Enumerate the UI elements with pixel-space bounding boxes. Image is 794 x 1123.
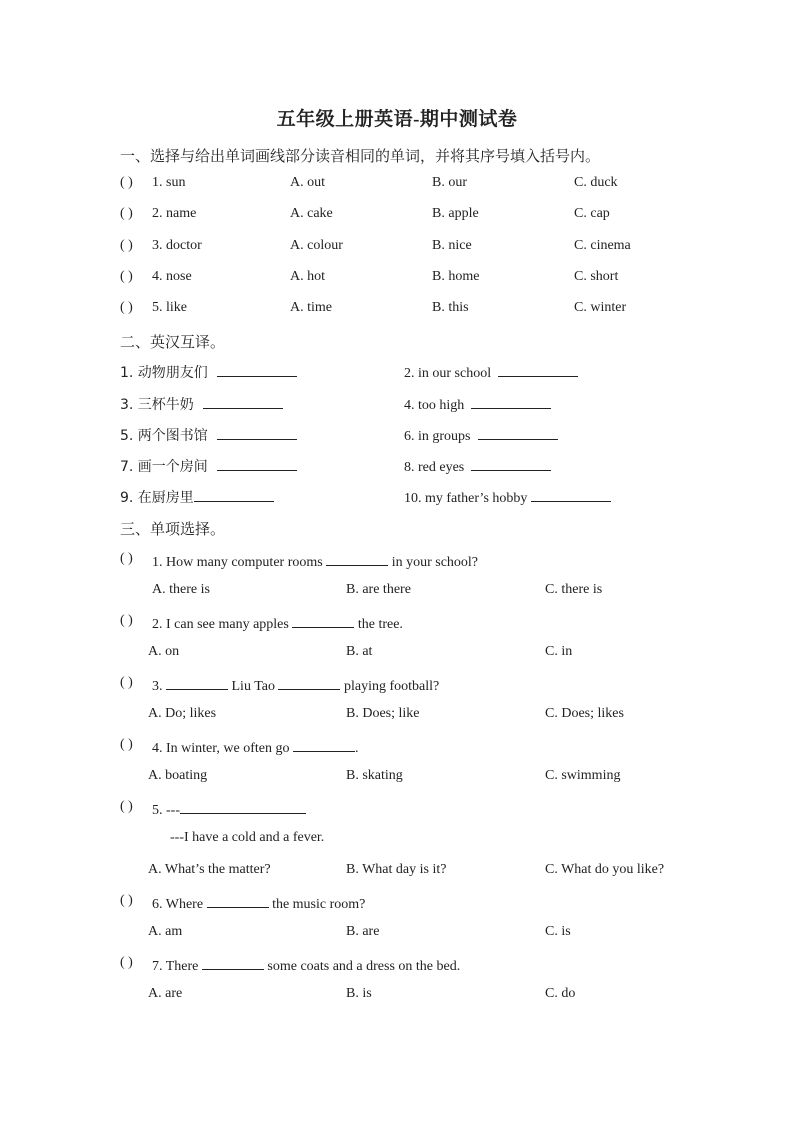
- given-word: 5. like: [152, 300, 187, 315]
- phonics-row: [0, 269, 794, 289]
- question-text: 6. Where the music room?: [152, 893, 365, 913]
- option-b[interactable]: B. are: [346, 924, 380, 939]
- translation-item: 5. 两个图书馆: [120, 425, 297, 445]
- option-a[interactable]: A. are: [148, 986, 183, 1001]
- translation-item: 1. 动物朋友们: [120, 362, 297, 382]
- translation-item: 8. red eyes: [404, 456, 551, 476]
- answer-paren[interactable]: ( ): [120, 551, 133, 566]
- option-c[interactable]: C. winter: [574, 300, 627, 315]
- option-a[interactable]: A. colour: [290, 238, 343, 253]
- translation-item: 4. too high: [404, 394, 551, 414]
- phonics-row: [0, 238, 794, 258]
- question-text: 5. ---: [152, 799, 306, 819]
- section2-heading: 二、英汉互译。: [120, 335, 226, 351]
- question-text: 1. How many computer rooms in your school?: [152, 551, 478, 571]
- option-c[interactable]: C. duck: [574, 175, 618, 190]
- translation-item: 10. my father’s hobby: [404, 487, 611, 507]
- translation-item: 6. in groups: [404, 425, 558, 445]
- mc-options: [0, 644, 794, 664]
- answer-paren[interactable]: ( ): [120, 269, 133, 284]
- question-text: 2. I can see many apples the tree.: [152, 613, 403, 633]
- translation-item: 2. in our school: [404, 362, 578, 382]
- option-b[interactable]: B. apple: [432, 206, 479, 221]
- section3-heading: 三、单项选择。: [120, 522, 226, 538]
- answer-paren[interactable]: ( ): [120, 300, 133, 315]
- section1-heading: 一、选择与给出单词画线部分读音相同的单词，并将其序号填入括号内。: [120, 149, 601, 165]
- mc-options: [0, 924, 794, 944]
- option-c[interactable]: C. there is: [545, 582, 603, 597]
- question-text: 7. There some coats and a dress on the bed.: [152, 955, 460, 975]
- answer-paren[interactable]: ( ): [120, 206, 133, 221]
- option-b[interactable]: B. home: [432, 269, 480, 284]
- reply-text: ---I have a cold and a fever.: [170, 830, 325, 845]
- option-b[interactable]: B. this: [432, 300, 469, 315]
- translation-row: [0, 487, 794, 507]
- mc-options: [0, 582, 794, 602]
- option-a[interactable]: A. am: [148, 924, 183, 939]
- option-a[interactable]: A. boating: [148, 768, 208, 783]
- answer-paren[interactable]: ( ): [120, 737, 133, 752]
- option-b[interactable]: B. nice: [432, 238, 472, 253]
- option-c[interactable]: C. short: [574, 269, 619, 284]
- option-c[interactable]: C. is: [545, 924, 571, 939]
- option-c[interactable]: C. do: [545, 986, 576, 1001]
- option-b[interactable]: B. skating: [346, 768, 403, 783]
- option-a[interactable]: A. What’s the matter?: [148, 862, 271, 877]
- mc-reply: [0, 830, 794, 850]
- translation-row: [0, 362, 794, 382]
- mc-options: [0, 986, 794, 1006]
- translation-row: [0, 394, 794, 414]
- answer-paren[interactable]: ( ): [120, 955, 133, 970]
- question-text: 4. In winter, we often go .: [152, 737, 358, 757]
- phonics-row: [0, 300, 794, 320]
- option-c[interactable]: C. cinema: [574, 238, 631, 253]
- option-a[interactable]: A. out: [290, 175, 326, 190]
- option-c[interactable]: C. in: [545, 644, 573, 659]
- page-title: 五年级上册英语-期中测试卷: [276, 109, 518, 130]
- translation-row: [0, 425, 794, 445]
- option-b[interactable]: B. are there: [346, 582, 411, 597]
- mc-options: [0, 706, 794, 726]
- option-a[interactable]: A. time: [290, 300, 332, 315]
- option-b[interactable]: B. our: [432, 175, 468, 190]
- answer-paren[interactable]: ( ): [120, 893, 133, 908]
- option-a[interactable]: A. Do; likes: [148, 706, 217, 721]
- answer-paren[interactable]: ( ): [120, 799, 133, 814]
- mc-question: [0, 893, 794, 913]
- translation-item: 9. 在厨房里: [120, 487, 274, 507]
- phonics-row: [0, 206, 794, 226]
- given-word: 3. doctor: [152, 238, 202, 253]
- option-c[interactable]: C. cap: [574, 206, 610, 221]
- given-word: 2. name: [152, 206, 197, 221]
- option-b[interactable]: B. at: [346, 644, 373, 659]
- mc-question: [0, 551, 794, 571]
- option-b[interactable]: B. Does; like: [346, 706, 420, 721]
- translation-row: [0, 456, 794, 476]
- given-word: 1. sun: [152, 175, 186, 190]
- answer-paren[interactable]: ( ): [120, 613, 133, 628]
- given-word: 4. nose: [152, 269, 192, 284]
- answer-paren[interactable]: ( ): [120, 238, 133, 253]
- translation-item: 7. 画一个房间: [120, 456, 297, 476]
- option-c[interactable]: C. What do you like?: [545, 862, 665, 877]
- option-a[interactable]: A. on: [148, 644, 180, 659]
- translation-item: 3. 三杯牛奶: [120, 394, 283, 414]
- option-c[interactable]: C. swimming: [545, 768, 621, 783]
- mc-options: [0, 768, 794, 788]
- option-b[interactable]: B. What day is it?: [346, 862, 447, 877]
- option-a[interactable]: A. there is: [152, 582, 210, 597]
- option-a[interactable]: A. hot: [290, 269, 326, 284]
- mc-question: [0, 613, 794, 633]
- mc-question: [0, 955, 794, 975]
- mc-options: [0, 862, 794, 882]
- phonics-row: [0, 175, 794, 195]
- option-c[interactable]: C. Does; likes: [545, 706, 624, 721]
- mc-question: [0, 799, 794, 819]
- answer-paren[interactable]: ( ): [120, 675, 133, 690]
- question-text: 3. Liu Tao playing football?: [152, 675, 439, 695]
- option-b[interactable]: B. is: [346, 986, 372, 1001]
- option-a[interactable]: A. cake: [290, 206, 333, 221]
- mc-question: [0, 675, 794, 695]
- answer-paren[interactable]: ( ): [120, 175, 133, 190]
- mc-question: [0, 737, 794, 757]
